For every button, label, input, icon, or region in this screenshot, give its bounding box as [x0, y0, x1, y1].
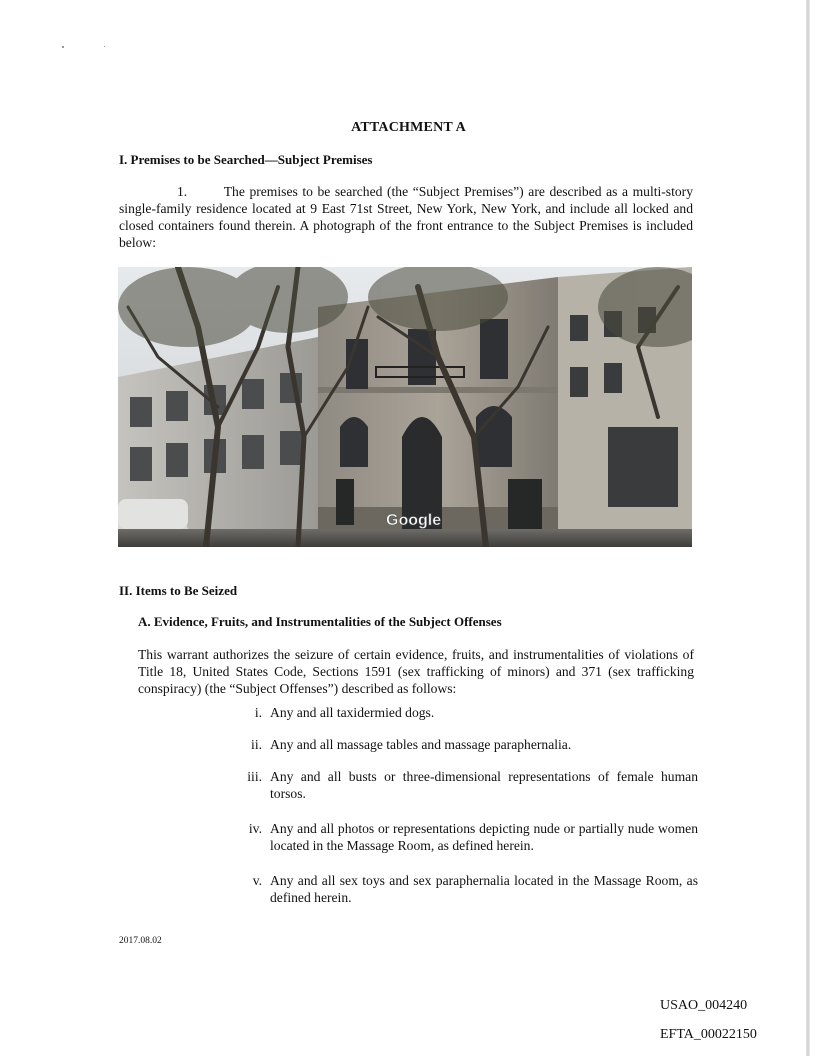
- item-text: Any and all massage tables and massage paraphernalia.: [270, 737, 572, 752]
- item-text: Any and all sex toys and sex paraphernalia located in the Massage Room, as defined herein.: [270, 873, 698, 905]
- item-number: i.: [254, 705, 262, 720]
- street-view-image: [118, 267, 692, 547]
- item-text: Any and all taxidermied dogs.: [270, 705, 435, 720]
- scan-speck: [62, 46, 64, 48]
- document-date: 2017.08.02: [119, 936, 162, 946]
- document-title: ATTACHMENT A: [351, 120, 466, 135]
- paragraph-text: The premises to be searched (the “Subject Premises”) are described as a multi-story single-family residence located at 9 East 71st Street, New York, New York, and include all locked and closed containers found therein. A photograph of the front entrance to the Subject Premises is included below:: [119, 184, 693, 250]
- section-heading-premises: I. Premises to be Searched—Subject Premises: [119, 152, 373, 167]
- item-number: ii.: [251, 737, 262, 752]
- subject-premises-photo: [118, 267, 692, 547]
- bates-number-usao: USAO_004240: [660, 998, 748, 1013]
- subsection-heading-evidence: A. Evidence, Fruits, and Instrumentalities of the Subject Offenses: [138, 614, 502, 629]
- bates-number-efta: EFTA_00022150: [660, 1027, 757, 1042]
- item-number: v.: [252, 873, 262, 888]
- section-heading-items: II. Items to Be Seized: [119, 583, 238, 598]
- google-watermark: Google: [386, 512, 442, 529]
- item-number: iv.: [248, 821, 262, 836]
- scan-edge: [806, 0, 810, 1056]
- premises-paragraph: [119, 183, 693, 251]
- items-intro-paragraph: This warrant authorizes the seizure of certain evidence, fruits, and instrumentalities of violations of Title 18, United States Code, Sections 1591 (sex trafficking of minors) and 371 (sex trafficking conspiracy) (the “Subject Offenses”) described as follows:: [138, 647, 694, 696]
- item-text: Any and all busts or three-dimensional representations of female human torsos.: [270, 769, 698, 801]
- scan-speck: [104, 46, 105, 47]
- item-number: iii.: [247, 769, 262, 784]
- item-text: Any and all photos or representations depicting nude or partially nude women located in the Massage Room, as defined herein.: [270, 821, 698, 853]
- paragraph-number: 1.: [177, 184, 188, 199]
